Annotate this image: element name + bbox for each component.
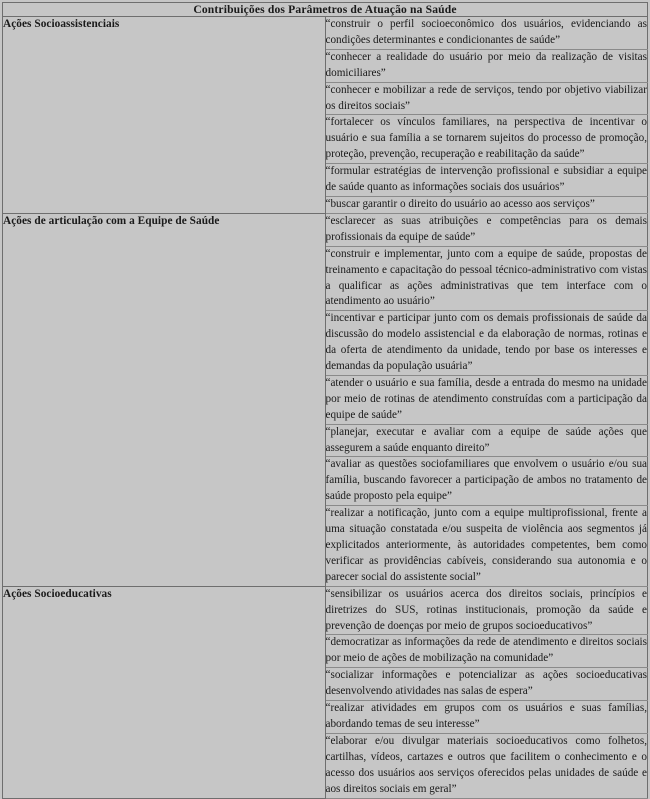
table-row <box>3 213 648 246</box>
category-cell: Ações Socioassistenciais <box>3 17 326 214</box>
table-header-row <box>3 3 648 17</box>
statement-cell: “conhecer e mobilizar a rede de serviços, tendo por objetivo viabilizar os direitos sociais” <box>325 82 648 115</box>
statement-cell: “buscar garantir o direito do usuário ao acesso aos serviços” <box>325 196 648 213</box>
statement-cell: “planejar, executar e avaliar com a equipe de saúde ações que assegurem a saúde enquanto direito” <box>325 424 648 457</box>
statement-cell: “construir e implementar, junto com a equipe de saúde, propostas de treinamento e capacitação do pessoal técnico-administrativo com vistas a qualificar as ações administrativas que tem interface com o atendimento ao usuário” <box>325 246 648 311</box>
statement-cell: “avaliar as questões sociofamiliares que envolvem o usuário e/ou sua família, buscando favorecer a participação de ambos no tratamento de saúde proposto pela equipe” <box>325 457 648 506</box>
parameters-table <box>2 2 648 799</box>
statement-cell: “realizar a notificação, junto com a equipe multiprofissional, frente a uma situação constatada e/ou suspeita de violência aos segmentos já explicitados anteriormente, às autoridades competentes, bem como verificar as providências cabíveis, considerando sua autonomia e o parecer social do assistente social” <box>325 506 648 587</box>
statement-cell: “sensibilizar os usuários acerca dos direitos sociais, princípios e diretrizes do SUS, rotinas institucionais, promoção da saúde e prevenção de doenças por meio de grupos socioeducativos” <box>325 586 648 635</box>
statement-cell: “construir o perfil socioeconômico dos usuários, evidenciando as condições determinantes e condicionantes de saúde” <box>325 17 648 50</box>
statement-cell: “socializar informações e potencializar as ações socioeducativas desenvolvendo atividades nas salas de espera” <box>325 668 648 701</box>
table-head <box>3 3 648 17</box>
statement-cell: “formular estratégias de intervenção profissional e subsidiar a equipe de saúde quanto as informações sociais dos usuários” <box>325 164 648 197</box>
statement-cell: “democratizar as informações da rede de atendimento e direitos sociais por meio de ações de mobilização na comunidade” <box>325 635 648 668</box>
table-row <box>3 17 648 50</box>
category-cell: Ações Socioeducativas <box>3 586 326 798</box>
statement-cell: “realizar atividades em grupos com os usuários e suas famílias, abordando temas de seu interesse” <box>325 701 648 734</box>
table-title: Contribuições dos Parâmetros de Atuação na Saúde <box>3 3 648 17</box>
statement-cell: “incentivar e participar junto com os demais profissionais de saúde da discussão do modelo assistencial e da elaboração de normas, rotinas e da oferta de atendimento da unidade, tendo por base os interesses e demandas da população usuária” <box>325 311 648 376</box>
statement-cell: “esclarecer as suas atribuições e competências para os demais profissionais da equipe de saúde” <box>325 213 648 246</box>
table-body <box>3 17 648 799</box>
statement-cell: “elaborar e/ou divulgar materiais socioeducativos como folhetos, cartilhas, vídeos, cartazes e outros que facilitem o conhecimento e o acesso dos usuários aos serviços oferecidos pelas unidades de saúde e aos direitos sociais em geral” <box>325 733 648 798</box>
category-cell: Ações de articulação com a Equipe de Saúde <box>3 213 326 586</box>
document-page <box>0 2 650 795</box>
statement-cell: “atender o usuário e sua família, desde a entrada do mesmo na unidade por meio de rotinas de atendimento construídas com a participação da equipe de saúde” <box>325 375 648 424</box>
statement-cell: “fortalecer os vínculos familiares, na perspectiva de incentivar o usuário e sua família a se tornarem sujeitos do processo de promoção, proteção, prevenção, recuperação e reabilitação da saúde” <box>325 115 648 164</box>
table-row <box>3 586 648 635</box>
statement-cell: “conhecer a realidade do usuário por meio da realização de visitas domiciliares” <box>325 49 648 82</box>
